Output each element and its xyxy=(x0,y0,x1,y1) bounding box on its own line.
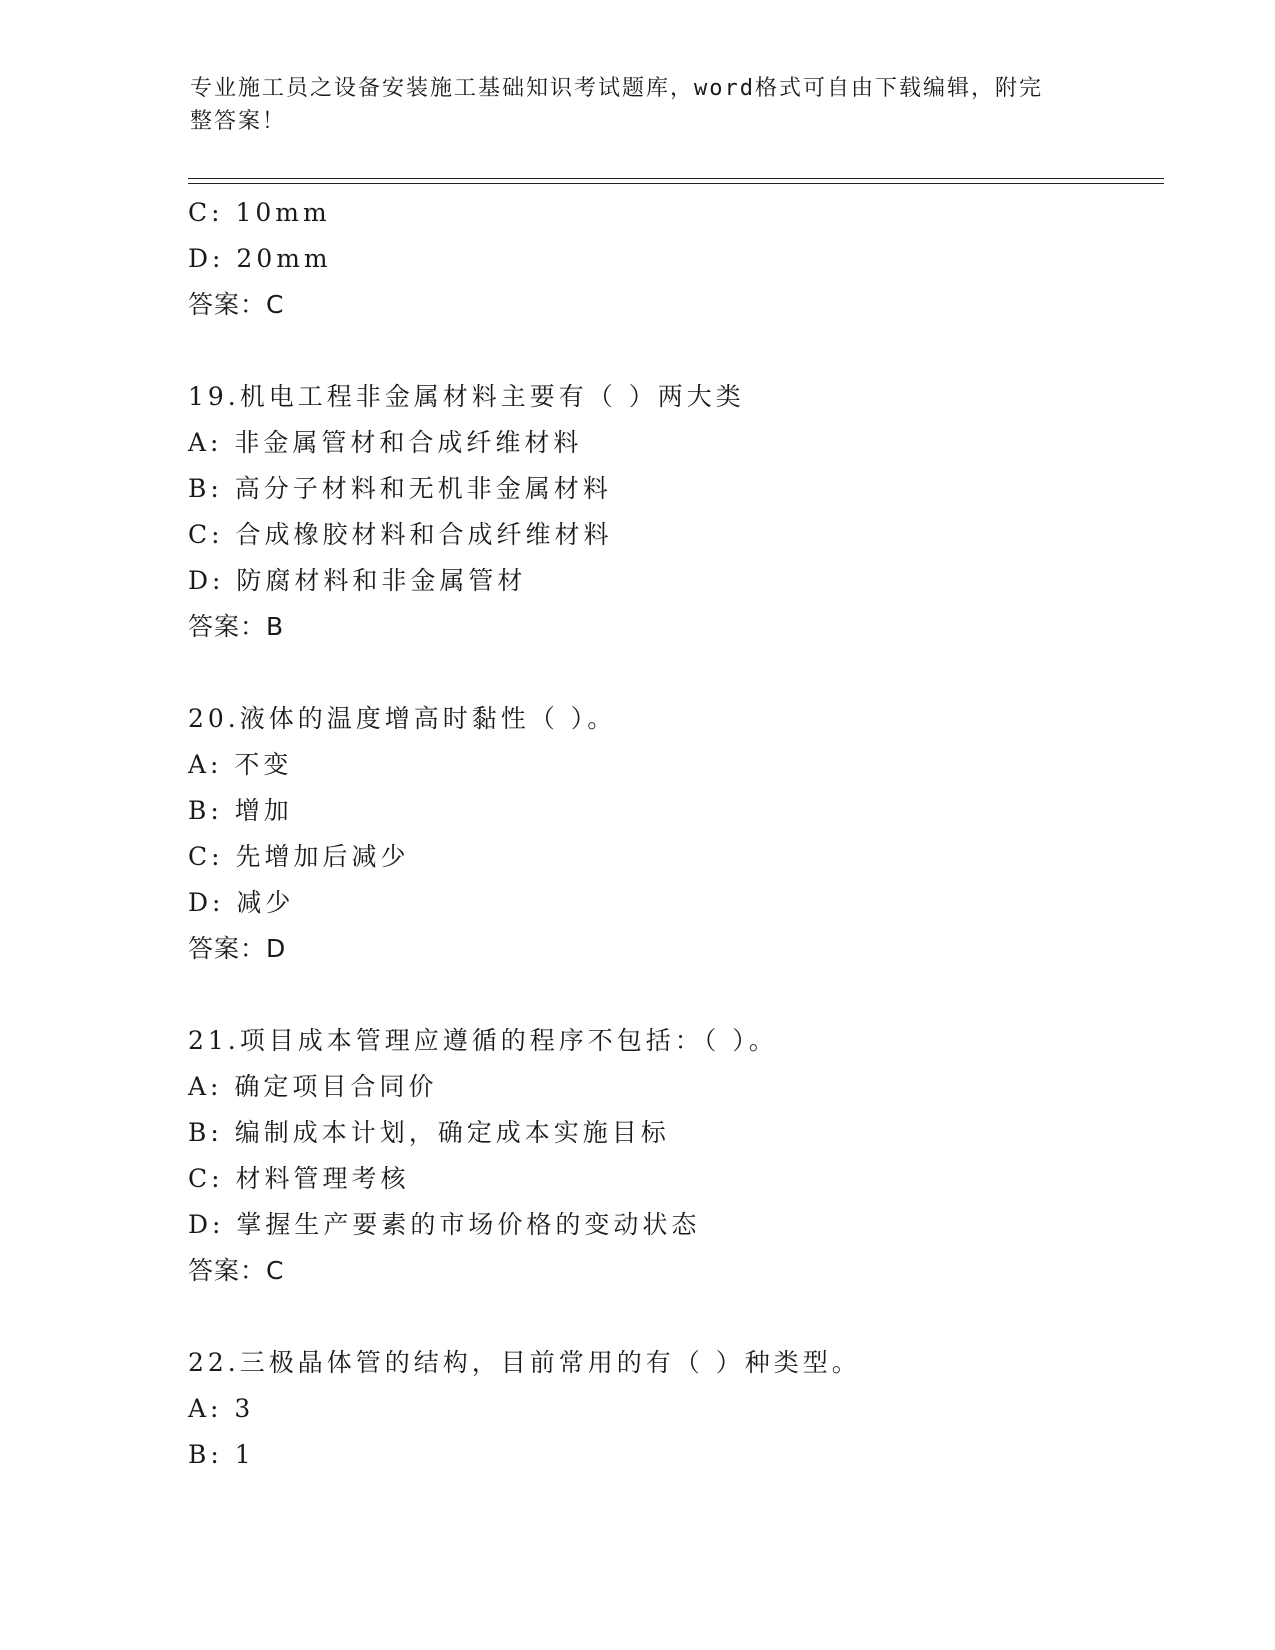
option-d: D: 防腐材料和非金属管材 xyxy=(188,566,527,595)
header-line-1: 专业施工员之设备安装施工基础知识考试题库，word格式可自由下载编辑，附完 xyxy=(190,76,1043,101)
option-b: B: 高分子材料和无机非金属材料 xyxy=(188,474,612,503)
question-20 xyxy=(188,696,1148,972)
question-spacer xyxy=(188,972,1148,1018)
option-a: A: 不变 xyxy=(188,750,293,779)
question-stem: 19.机电工程非金属材料主要有（ ）两大类 xyxy=(188,382,745,411)
question-spacer xyxy=(188,328,1148,374)
question-spacer xyxy=(188,650,1148,696)
question-list xyxy=(188,190,1148,1478)
option-b: B: 编制成本计划，确定成本实施目标 xyxy=(188,1118,670,1147)
option-b: B: 增加 xyxy=(188,796,293,825)
option-b: B: 1 xyxy=(188,1440,255,1469)
option-d: D: 20mm xyxy=(188,244,332,273)
document-header xyxy=(190,72,1070,138)
option-c: C: 材料管理考核 xyxy=(188,1164,410,1193)
option-d: D: 掌握生产要素的市场价格的变动状态 xyxy=(188,1210,701,1239)
question-spacer xyxy=(188,1294,1148,1340)
question-stem: 22.三极晶体管的结构，目前常用的有（ ）种类型。 xyxy=(188,1348,861,1377)
header-divider-bottom xyxy=(188,183,1164,184)
answer-line: 答案：B xyxy=(188,612,285,641)
question-stem: 21.项目成本管理应遵循的程序不包括：（ ）。 xyxy=(188,1026,778,1055)
answer-line: 答案：D xyxy=(188,934,287,963)
option-a: A: 非金属管材和合成纤维材料 xyxy=(188,428,583,457)
question-21 xyxy=(188,1018,1148,1294)
question-19 xyxy=(188,374,1148,650)
question-stem: 20.液体的温度增高时黏性（ ）。 xyxy=(188,704,617,733)
header-line-2: 整答案！ xyxy=(190,109,287,134)
option-c: C: 先增加后减少 xyxy=(188,842,410,871)
header-divider-top xyxy=(188,178,1164,179)
answer-line: 答案：C xyxy=(188,1256,285,1285)
answer-line: 答案：C xyxy=(188,290,285,319)
question-22 xyxy=(188,1340,1148,1478)
option-c: C: 合成橡胶材料和合成纤维材料 xyxy=(188,520,613,549)
option-a: A: 确定项目合同价 xyxy=(188,1072,438,1101)
option-a: A: 3 xyxy=(188,1394,255,1423)
option-c: C: 10mm xyxy=(188,198,331,227)
option-d: D: 减少 xyxy=(188,888,295,917)
